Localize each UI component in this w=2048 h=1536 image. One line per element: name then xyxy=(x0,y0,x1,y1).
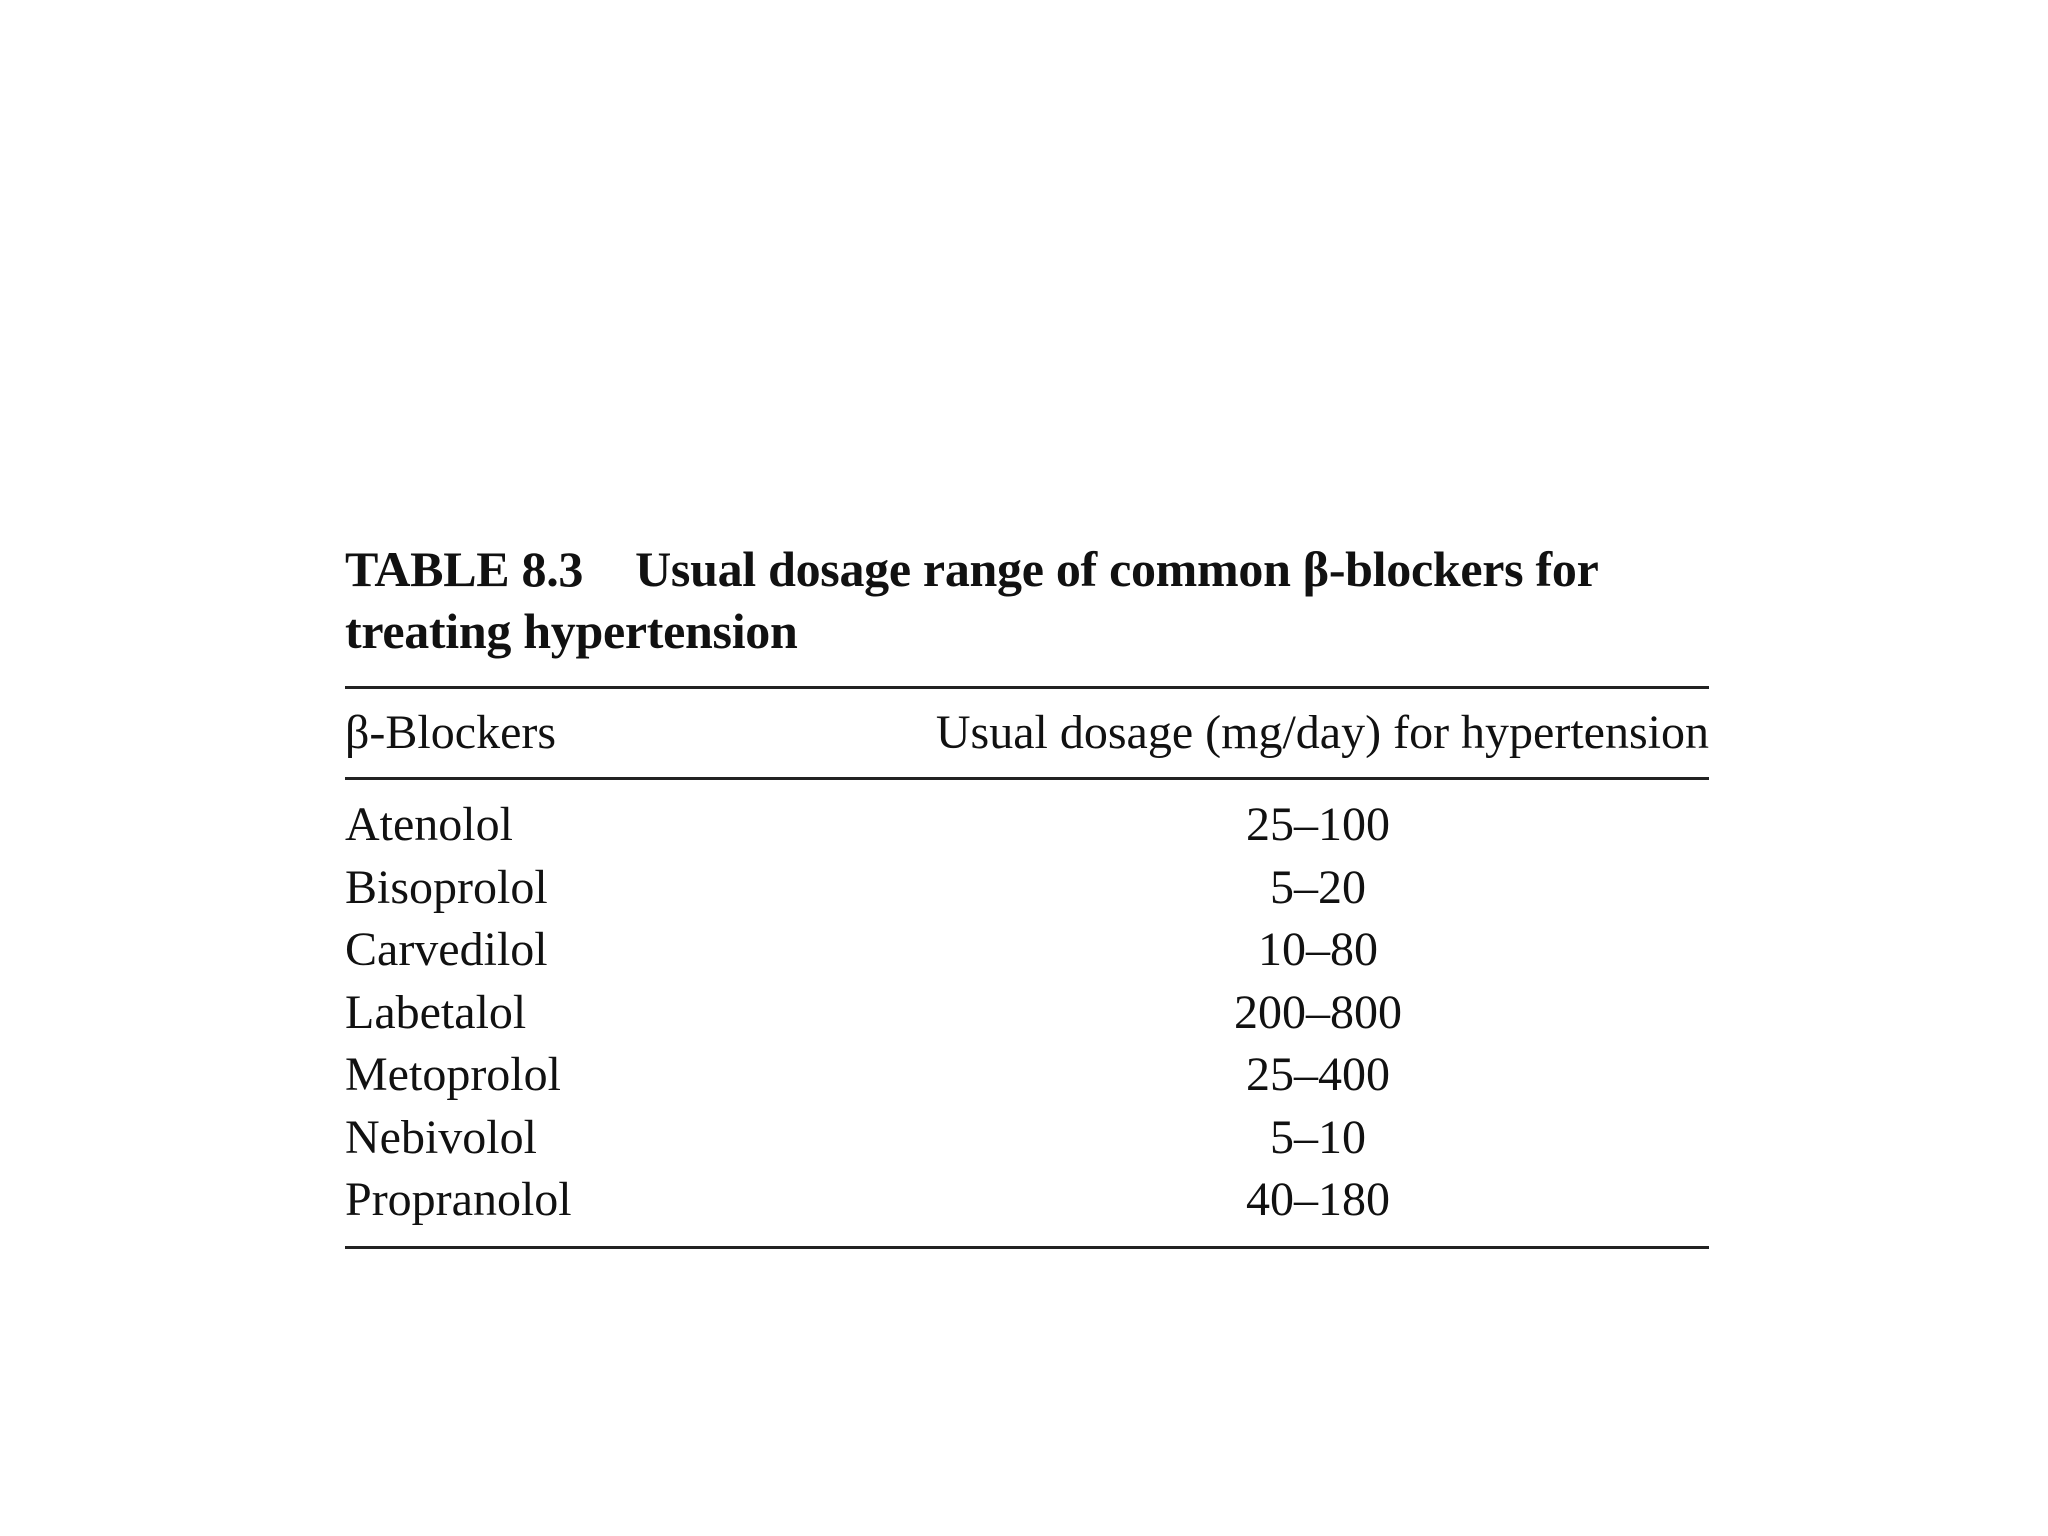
document xyxy=(345,538,1709,1249)
dosage-cell xyxy=(865,1044,1709,1107)
dosage-value: 200–800 xyxy=(1234,985,1402,1039)
column-header-drug: β-Blockers xyxy=(345,706,557,759)
dosage-value: 10–80 xyxy=(1258,923,1378,976)
table-row xyxy=(345,1107,1709,1170)
dosage-cell xyxy=(865,1169,1709,1247)
dosage-value: 40–180 xyxy=(1246,1173,1390,1226)
dosage-value: 5–10 xyxy=(1270,1110,1366,1164)
dosage-cell xyxy=(865,779,1709,857)
table-body xyxy=(345,779,1709,1248)
dosage-table xyxy=(345,686,1709,1249)
table-row xyxy=(345,919,1709,982)
drug-name: Atenolol xyxy=(345,798,513,851)
table-title-line1: Usual dosage range of common β-blockers for xyxy=(635,541,1599,597)
dosage-value: 25–100 xyxy=(1246,798,1390,851)
drug-name: Labetalol xyxy=(345,985,527,1039)
column-header-dosage: Usual dosage (mg/day) for hypertension xyxy=(935,706,1709,759)
table-header xyxy=(345,688,1709,779)
drug-name: Nebivolol xyxy=(345,1110,537,1164)
header-row xyxy=(345,688,1709,779)
table-caption xyxy=(345,538,1709,662)
table-row xyxy=(345,857,1709,920)
dosage-cell xyxy=(865,982,1709,1045)
table-row xyxy=(345,779,1709,857)
drug-name: Carvedilol xyxy=(345,923,548,976)
drug-name: Propranolol xyxy=(345,1173,572,1226)
table-number: TABLE 8.3 xyxy=(345,541,584,597)
table-row xyxy=(345,1044,1709,1107)
drug-name: Metoprolol xyxy=(345,1048,561,1101)
dosage-cell xyxy=(865,1107,1709,1170)
drug-name: Bisoprolol xyxy=(345,860,548,914)
table-row xyxy=(345,982,1709,1045)
table-row xyxy=(345,1169,1709,1247)
dosage-value: 25–400 xyxy=(1246,1048,1390,1101)
dosage-cell xyxy=(865,857,1709,920)
dosage-value: 5–20 xyxy=(1270,860,1366,914)
dosage-cell xyxy=(865,919,1709,982)
table-title-line2: treating hypertension xyxy=(345,603,798,659)
